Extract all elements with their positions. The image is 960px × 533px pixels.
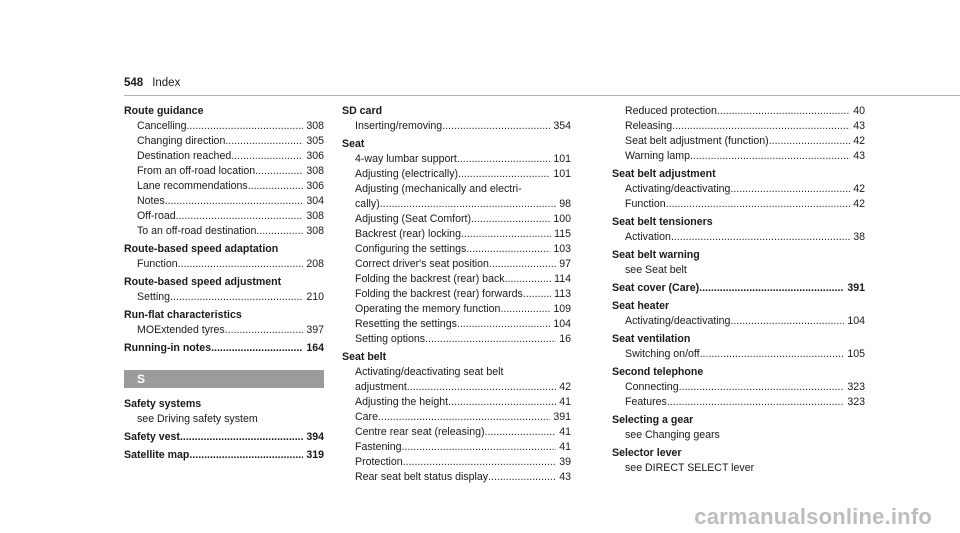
index-subentry [342, 332, 571, 347]
subentry-text: cally) [355, 198, 380, 210]
header-divider [124, 95, 960, 96]
index-subentry [342, 317, 571, 332]
page-reference: 105 [847, 348, 865, 360]
index-heading [612, 299, 865, 314]
page-reference: 208 [306, 258, 324, 270]
page-reference: 391 [847, 282, 865, 294]
subentry-text: Operating the memory function [355, 303, 501, 315]
heading-text: Run-flat characteristics [124, 309, 242, 321]
index-heading [612, 248, 865, 263]
index-heading [612, 413, 865, 428]
heading-text: Seat heater [612, 300, 670, 312]
dot-leader [170, 290, 303, 305]
page-reference: 104 [553, 318, 571, 330]
index-subentry [612, 380, 865, 395]
page-reference: 308 [306, 210, 324, 222]
index-heading [342, 104, 571, 119]
index-heading [612, 365, 865, 380]
subentry-text: Switching on/off [625, 348, 700, 360]
index-heading [124, 275, 324, 290]
page-reference: 98 [559, 198, 571, 210]
heading-text: Safety systems [124, 398, 202, 410]
heading-text: SD card [342, 105, 383, 117]
subentry-text: Correct driver's seat position [355, 258, 489, 270]
subentry-text: Inserting/removing [355, 120, 443, 132]
dot-leader [672, 119, 850, 134]
index-heading [124, 341, 324, 356]
subentry-text: Backrest (rear) locking [355, 228, 461, 240]
section-title: Index [152, 77, 181, 89]
dot-leader [699, 281, 844, 296]
page-reference: 210 [306, 291, 324, 303]
dot-leader [448, 395, 556, 410]
subentry-text: Setting options [355, 333, 426, 345]
subentry-text: Function [137, 258, 178, 270]
heading-text: Running-in notes [124, 342, 212, 354]
index-subentry [124, 134, 324, 149]
dot-leader [225, 323, 304, 338]
page-reference: 308 [306, 165, 324, 177]
index-subentry [612, 314, 865, 329]
index-subentry [342, 152, 571, 167]
index-subentry [124, 323, 324, 338]
page-reference: 319 [306, 449, 324, 461]
dot-leader [180, 430, 303, 445]
index-heading [612, 167, 865, 182]
dot-leader [523, 287, 551, 302]
heading-text: Satellite map [124, 449, 190, 461]
index-subentry [612, 119, 865, 134]
entry-gap [124, 356, 324, 359]
page-reference: 304 [306, 195, 324, 207]
heading-text: Seat belt [342, 351, 387, 363]
subentry-text: Configuring the settings [355, 243, 467, 255]
index-heading [612, 332, 865, 347]
subentry-text: see Driving safety system [137, 413, 258, 425]
index-subentry [342, 440, 571, 455]
heading-text: Safety vest [124, 431, 180, 443]
dot-leader [457, 152, 550, 167]
subentry-text: Changing direction [137, 135, 226, 147]
page-reference: 101 [553, 153, 571, 165]
dot-leader [471, 212, 550, 227]
subentry-text: Connecting [625, 381, 679, 393]
subentry-text: Setting [137, 291, 170, 303]
page-reference: 109 [553, 303, 571, 315]
subentry-text: Folding the backrest (rear) forwards [355, 288, 523, 300]
index-heading [124, 242, 324, 257]
dot-leader [730, 314, 844, 329]
dot-leader [225, 134, 303, 149]
index-subentry [612, 461, 865, 476]
subentry-text: Protection [355, 456, 403, 468]
subentry-text: Activating/deactivating [625, 315, 731, 327]
heading-text: Selector lever [612, 447, 682, 459]
subentry-text: Adjusting (Seat Comfort) [355, 213, 471, 225]
subentry-text: Function [625, 198, 666, 210]
dot-leader [666, 197, 851, 212]
dot-leader [458, 167, 550, 182]
subentry-text: Features [625, 396, 667, 408]
index-subentry [612, 104, 865, 119]
heading-text: Route guidance [124, 105, 204, 117]
index-subentry [612, 197, 865, 212]
index-subentry [342, 167, 571, 182]
page-reference: 397 [306, 324, 324, 336]
page-reference: 113 [554, 288, 571, 300]
dot-leader [380, 197, 556, 212]
page-reference: 40 [853, 105, 865, 117]
dot-leader [407, 380, 556, 395]
subentry-text: Rear seat belt status display [355, 471, 489, 483]
page-reference: 103 [553, 243, 571, 255]
index-subentry [342, 395, 571, 410]
page-reference: 305 [306, 135, 324, 147]
page-reference: 306 [306, 180, 324, 192]
entry-gap [124, 463, 324, 466]
subentry-text: Destination reached [137, 150, 232, 162]
index-heading [124, 104, 324, 119]
index-subentry [612, 263, 865, 278]
dot-leader [700, 347, 845, 362]
page-reference: 38 [853, 231, 865, 243]
subentry-text: Activating/deactivating seat belt [355, 366, 504, 378]
index-subentry [124, 257, 324, 272]
index-subentry [342, 287, 571, 302]
dot-leader [248, 179, 304, 194]
index-heading [124, 308, 324, 323]
index-subentry [124, 119, 324, 134]
index-subentry [124, 412, 324, 427]
index-subentry [342, 425, 571, 440]
dot-leader [176, 209, 304, 224]
dot-leader [485, 425, 557, 440]
dot-leader [500, 302, 550, 317]
page-reference: 41 [559, 426, 571, 438]
page-reference: 354 [553, 120, 571, 132]
index-subentry [612, 395, 865, 410]
page-reference: 43 [853, 120, 865, 132]
subentry-text: Reduced protection [625, 105, 717, 117]
subentry-text: Cancelling [137, 120, 187, 132]
index-subentry [342, 302, 571, 317]
index-subentry [342, 272, 571, 287]
page-reference: 42 [853, 135, 865, 147]
page-reference: 101 [553, 168, 571, 180]
index-subentry [342, 470, 571, 485]
page-reference: 323 [847, 396, 865, 408]
page-reference: 42 [853, 183, 865, 195]
entry-gap [612, 476, 865, 479]
dot-leader [256, 224, 303, 239]
subentry-text: adjustment [355, 381, 407, 393]
page-reference: 308 [306, 225, 324, 237]
subentry-text: see Seat belt [625, 264, 687, 276]
page-reference: 306 [306, 150, 324, 162]
dot-leader [488, 470, 556, 485]
page-reference: 391 [553, 411, 571, 423]
index-heading [124, 397, 324, 412]
index-subentry [342, 410, 571, 425]
index-subentry [612, 134, 865, 149]
page-reference: 16 [559, 333, 571, 345]
page-reference: 97 [559, 258, 571, 270]
dot-leader [457, 317, 550, 332]
dot-leader [165, 194, 304, 209]
index-subentry [342, 119, 571, 134]
page-header [124, 77, 180, 89]
page-reference: 43 [559, 471, 571, 483]
heading-text: Selecting a gear [612, 414, 694, 426]
page-reference: 39 [559, 456, 571, 468]
dot-leader [402, 440, 557, 455]
page-reference: 43 [853, 150, 865, 162]
subentry-text: 4-way lumbar support [355, 153, 457, 165]
dot-leader [461, 227, 551, 242]
dot-leader [489, 257, 556, 272]
heading-text: Seat belt adjustment [612, 168, 716, 180]
subentry-text: Off-road [137, 210, 176, 222]
subentry-text: Folding the backrest (rear) back [355, 273, 505, 285]
subentry-text: Warning lamp [625, 150, 690, 162]
index-subentry [124, 194, 324, 209]
dot-leader [466, 242, 550, 257]
subentry-text: Lane recommendations [137, 180, 248, 192]
heading-text: Second telephone [612, 366, 704, 378]
dot-leader [178, 257, 304, 272]
index-heading [612, 215, 865, 230]
watermark: carmanualsonline.info [694, 504, 932, 529]
dot-leader [378, 410, 550, 425]
index-subentry [342, 227, 571, 242]
index-subentry [612, 428, 865, 443]
page-reference: 115 [554, 228, 571, 240]
letter-section-header: S [124, 370, 324, 388]
index-heading [612, 446, 865, 461]
dot-leader [403, 455, 557, 470]
subentry-text: Resetting the settings [355, 318, 457, 330]
dot-leader [442, 119, 550, 134]
heading-text: Route-based speed adaptation [124, 243, 279, 255]
page-reference: 41 [559, 441, 571, 453]
subentry-text: Care [355, 411, 378, 423]
page-reference: 323 [847, 381, 865, 393]
page-reference: 41 [559, 396, 571, 408]
index-subentry [342, 197, 571, 212]
dot-leader [255, 164, 303, 179]
dot-leader [505, 272, 552, 287]
index-subentry [612, 149, 865, 164]
page-number: 548 [124, 77, 144, 89]
page-reference: 42 [559, 381, 571, 393]
index-heading [124, 448, 324, 463]
dot-leader [717, 104, 850, 119]
index-subentry [342, 365, 571, 380]
subentry-text: Adjusting (electrically) [355, 168, 459, 180]
heading-text: Route-based speed adjustment [124, 276, 282, 288]
heading-text: Seat cover (Care) [612, 282, 700, 294]
subentry-text: Seat belt adjustment (function) [625, 135, 769, 147]
dot-leader [189, 448, 303, 463]
dot-leader [690, 149, 850, 164]
subentry-text: Adjusting (mechanically and electri- [355, 183, 522, 195]
dot-leader [769, 134, 851, 149]
subentry-text: Adjusting the height [355, 396, 449, 408]
index-subentry [612, 347, 865, 362]
index-heading [124, 430, 324, 445]
index-subentry [342, 380, 571, 395]
dot-leader [730, 182, 850, 197]
heading-text: Seat ventilation [612, 333, 691, 345]
subentry-text: see DIRECT SELECT lever [625, 462, 755, 474]
index-subentry [342, 242, 571, 257]
subentry-text: Notes [137, 195, 165, 207]
dot-leader [186, 119, 303, 134]
index-subentry [124, 164, 324, 179]
index-subentry [124, 179, 324, 194]
dot-leader [425, 332, 556, 347]
subentry-text: Fastening [355, 441, 402, 453]
index-subentry [124, 290, 324, 305]
index-subentry [612, 182, 865, 197]
subentry-text: From an off-road location [137, 165, 256, 177]
dot-leader [667, 395, 845, 410]
subentry-text: Activating/deactivating [625, 183, 731, 195]
dot-leader [679, 380, 845, 395]
heading-text: Seat belt tensioners [612, 216, 713, 228]
index-column-2 [342, 104, 571, 488]
dot-leader [231, 149, 303, 164]
page-reference: 114 [554, 273, 571, 285]
index-column-3 [612, 104, 865, 479]
index-subentry [342, 455, 571, 470]
subentry-text: To an off-road destination [137, 225, 257, 237]
heading-text: Seat belt warning [612, 249, 700, 261]
index-subentry [342, 212, 571, 227]
dot-leader [211, 341, 303, 356]
page-reference: 100 [553, 213, 571, 225]
index-subentry [124, 224, 324, 239]
subentry-text: Activation [625, 231, 671, 243]
index-subentry [124, 149, 324, 164]
entry-gap [342, 485, 571, 488]
heading-text: Seat [342, 138, 365, 150]
page-reference: 308 [306, 120, 324, 132]
index-subentry [342, 257, 571, 272]
index-heading [342, 350, 571, 365]
index-column-1 [124, 104, 324, 466]
page-reference: 164 [306, 342, 324, 354]
index-subentry [612, 230, 865, 245]
subentry-text: MOExtended tyres [137, 324, 225, 336]
index-heading [342, 137, 571, 152]
index-subentry [124, 209, 324, 224]
page-reference: 394 [306, 431, 324, 443]
index-heading [612, 281, 865, 296]
index-subentry [342, 182, 571, 197]
subentry-text: Centre rear seat (releasing) [355, 426, 485, 438]
page-reference: 104 [847, 315, 865, 327]
dot-leader [671, 230, 850, 245]
subentry-text: Releasing [625, 120, 673, 132]
page-reference: 42 [853, 198, 865, 210]
subentry-text: see Changing gears [625, 429, 720, 441]
